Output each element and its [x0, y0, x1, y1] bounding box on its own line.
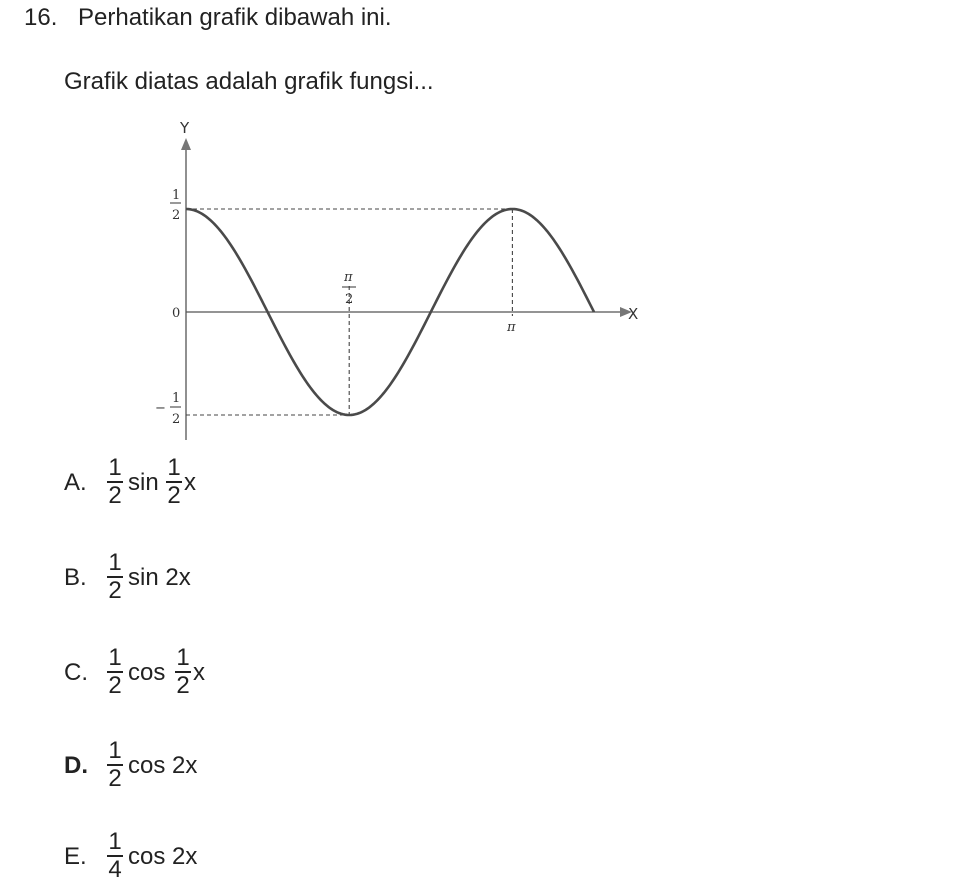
- y-tick-zero: 0: [172, 306, 181, 321]
- coef-num: 1: [108, 737, 122, 764]
- y-axis-label: Y: [180, 119, 190, 137]
- y-tick-half-num: 1: [172, 188, 181, 203]
- arg-num: 1: [176, 644, 190, 671]
- coef-den: 2: [108, 764, 122, 792]
- arg-den: 2: [176, 671, 190, 699]
- question-subtext: Grafik diatas adalah grafik fungsi...: [64, 68, 434, 95]
- x-tick-half-pi-den: 2: [345, 292, 354, 307]
- y-tick-neg-half: [155, 391, 181, 427]
- option-letter: D.: [64, 752, 88, 779]
- coef-den: 2: [108, 671, 122, 699]
- option-letter: B.: [64, 564, 87, 591]
- option-func: sin: [128, 469, 159, 496]
- y-axis-arrow-icon: [181, 138, 191, 150]
- option-e[interactable]: [64, 829, 264, 889]
- arg-den: 2: [167, 481, 181, 509]
- x-tick-pi: π: [507, 320, 516, 335]
- y-tick-neg-sign: −: [155, 401, 166, 416]
- option-coef: [106, 829, 124, 883]
- option-coef: [106, 550, 124, 604]
- coef-num: 1: [108, 828, 122, 855]
- option-func: sin 2x: [128, 564, 191, 591]
- option-letter: C.: [64, 659, 88, 686]
- y-tick-neg-den: 2: [172, 412, 181, 427]
- option-coef: [106, 645, 124, 699]
- y-tick-neg-num: 1: [172, 391, 181, 406]
- option-letter: E.: [64, 843, 87, 870]
- question-text: Perhatikan grafik dibawah ini.: [78, 4, 392, 31]
- arg-num: 1: [167, 454, 181, 481]
- option-coef: [106, 455, 124, 509]
- x-tick-half-pi-num: π: [344, 270, 353, 285]
- option-arg: x: [193, 659, 205, 686]
- coef-den: 2: [108, 576, 122, 604]
- option-b[interactable]: [64, 550, 264, 610]
- x-axis-label: X: [628, 305, 639, 323]
- option-d[interactable]: [64, 738, 264, 798]
- coef-num: 1: [108, 644, 122, 671]
- coef-den: 4: [108, 855, 122, 883]
- option-coef: [106, 738, 124, 792]
- option-func: cos: [128, 659, 166, 686]
- option-arg-frac: [165, 455, 183, 509]
- coef-den: 2: [108, 481, 122, 509]
- option-arg-frac: [174, 645, 192, 699]
- y-tick-half: [170, 188, 181, 223]
- coef-num: 1: [108, 549, 122, 576]
- coef-num: 1: [108, 454, 122, 481]
- option-arg: x: [184, 469, 196, 496]
- option-c[interactable]: [64, 645, 264, 705]
- question-number: 16.: [24, 4, 58, 31]
- option-a[interactable]: [64, 455, 264, 515]
- option-func: cos 2x: [128, 752, 198, 779]
- option-letter: A.: [64, 469, 87, 496]
- option-func: cos 2x: [128, 843, 198, 870]
- y-tick-half-den: 2: [172, 208, 181, 223]
